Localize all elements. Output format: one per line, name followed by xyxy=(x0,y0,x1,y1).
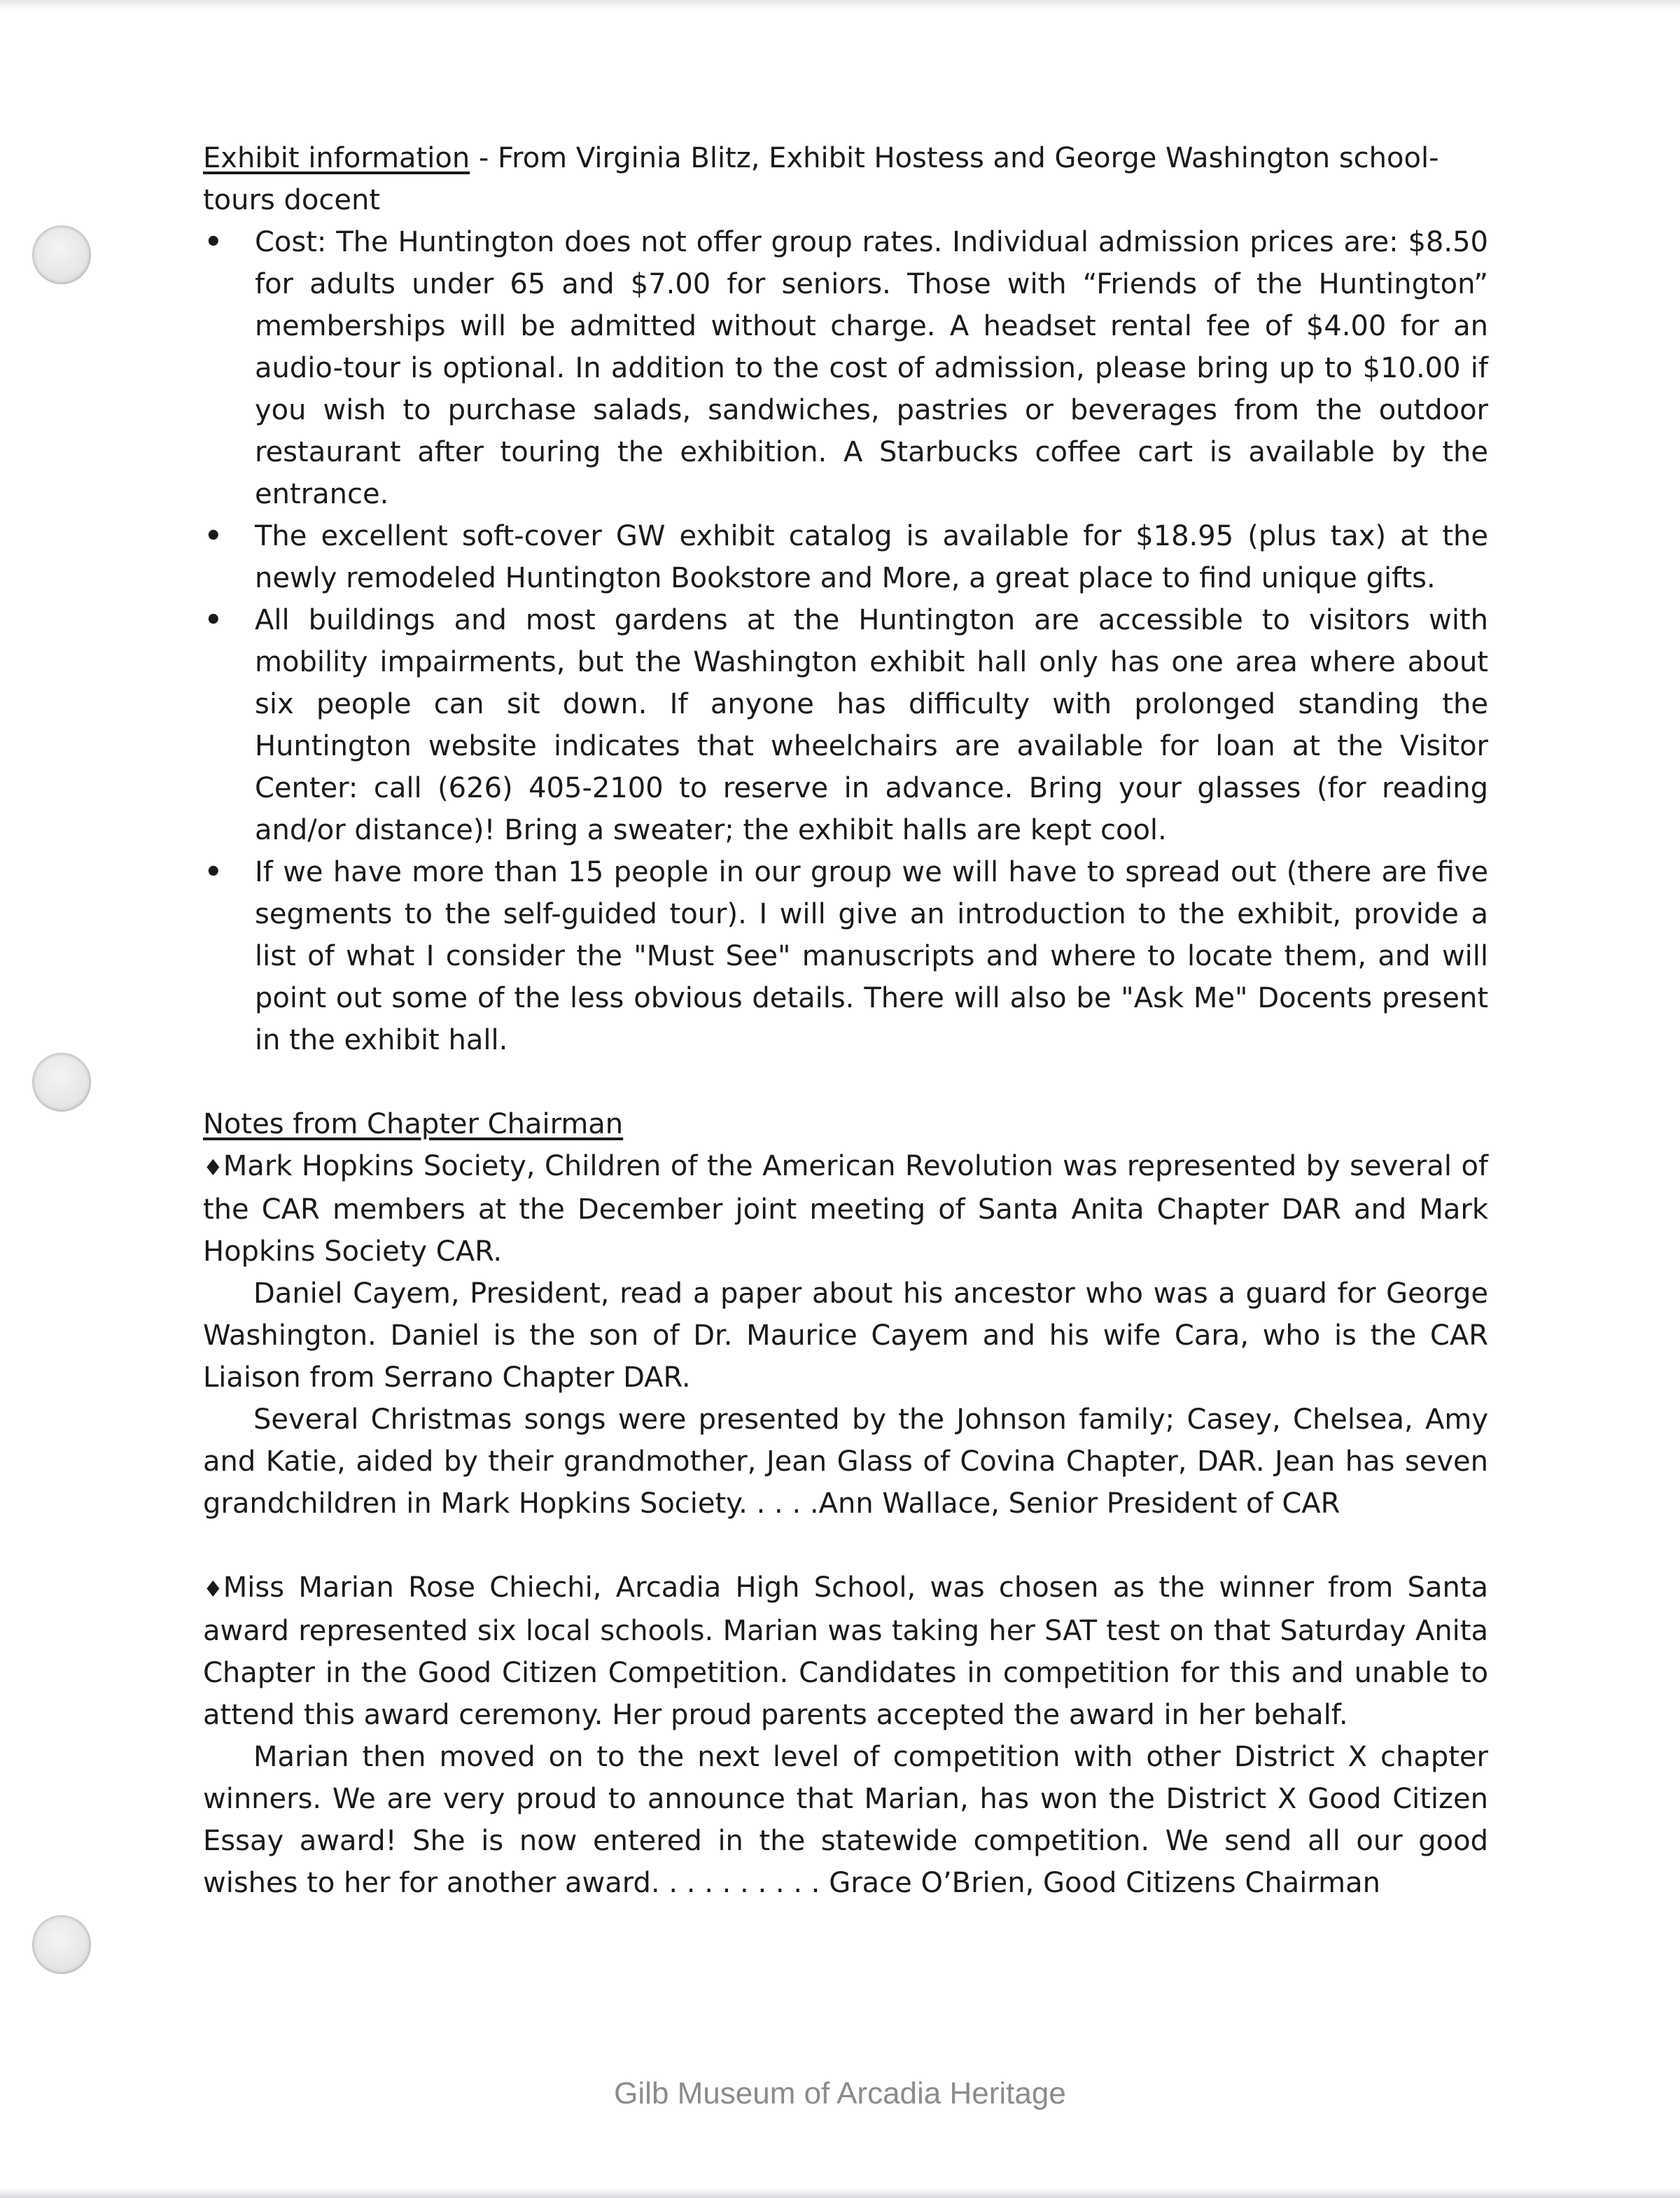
list-item xyxy=(203,515,1488,599)
list-item-text: All buildings and most gardens at the Huntington are accessible to visitors with mobility impairments, but the Washington exhibit hall only has one area where about six people can sit down. If anyone has difficulty with prolonged standing the Huntington website indicates that wheelchairs are available for loan at the Visitor Center: call (626) 405-2100 to reserve in advance. Bring your glasses (for reading and/or distance)! Bring a sweater; the exhibit halls are kept cool. xyxy=(255,604,1488,846)
note-item-2-para-1 xyxy=(203,1567,1488,1736)
notes-heading: Notes from Chapter Chairman xyxy=(203,1108,624,1140)
list-item xyxy=(203,221,1488,515)
diamond-bullet-icon: ♦ xyxy=(203,1576,223,1602)
scan-top-edge xyxy=(0,0,1680,10)
list-item-text: The excellent soft-cover GW exhibit catalog is available for $18.95 (plus tax) at the newly remodeled Huntington Bookstore and More, a great place to find unique gifts. xyxy=(255,520,1488,594)
section-spacer xyxy=(203,1061,1488,1103)
notes-heading-line xyxy=(203,1103,1488,1145)
note-item-2-para-2: Marian then moved on to the next level of competition with other District X chapter winners. We are very proud to announce that Marian, has won the District X Good Citizen Essay award! She is now entered in the statewide competition. We send all our good wishes to her for another award. . . . . . . . . . Grace O’Brien, Good Citizens Chairman xyxy=(203,1741,1488,1899)
bullet-icon: • xyxy=(204,856,223,888)
exhibit-bullet-list xyxy=(203,221,1488,1061)
bullet-icon: • xyxy=(204,520,223,552)
list-item xyxy=(203,599,1488,851)
exhibit-heading: Exhibit information xyxy=(203,142,470,174)
diamond-bullet-icon: ♦ xyxy=(203,1154,223,1181)
list-item-text: Cost: The Huntington does not offer group rates. Individual admission prices are: $8.50 for adults under 65 and $7.00 for seniors. Those with “Friends of the Huntington” memberships will be admitted without charge. A headset rental fee of $4.00 for an audio-tour is optional. In addition to the cost of admission, please bring up to $10.00 if you wish to purchase salads, sandwiches, pastries or beverages from the outdoor restaurant after touring the exhibition. A Starbucks coffee cart is available by the entrance. xyxy=(255,226,1488,510)
bullet-icon: • xyxy=(204,604,223,636)
footer-watermark: Gilb Museum of Arcadia Heritage xyxy=(614,2076,1066,2110)
note-item-1-para-2: Daniel Cayem, President, read a paper about his ancestor who was a guard for George Washington. Daniel is the son of Dr. Maurice Cayem and his wife Cara, who is the CAR Liaison from Serrano Chapter DAR. xyxy=(203,1278,1488,1394)
note-text: Miss Marian Rose Chiechi, Arcadia High School, was chosen as the winner from Santa award represented six local schools. Marian was taking her SAT test on that Saturday Anita Chapter in the Good Citizen Competition. Candidates in competition for this and unable to attend this award ceremony. Her proud parents accepted the award in her behalf. xyxy=(203,1572,1488,1731)
punch-hole xyxy=(32,225,91,284)
punch-hole xyxy=(32,1053,91,1112)
note-item-1-para-3: Several Christmas songs were presented by the Johnson family; Casey, Chelsea, Amy and Katie, aided by their grandmother, Jean Glass of Covina Chapter, DAR. Jean has seven grandchildren in Mark Hopkins Society. . . . .Ann Wallace, Senior President of CAR xyxy=(203,1404,1488,1520)
scan-bottom-edge xyxy=(0,2188,1680,2198)
punch-hole xyxy=(32,1915,91,1974)
document-body xyxy=(203,137,1488,1904)
exhibit-intro xyxy=(203,137,1488,221)
bullet-icon: • xyxy=(204,226,223,258)
section-spacer xyxy=(203,1525,1488,1567)
note-item-1-para-1 xyxy=(203,1145,1488,1273)
exhibit-intro-text: - From Virginia Blitz, Exhibit Hostess and George Washington school-tours docent xyxy=(203,142,1439,216)
note-text: Mark Hopkins Society, Children of the American Revolution was represented by several of the CAR members at the December joint meeting of Santa Anita Chapter DAR and Mark Hopkins Society CAR. xyxy=(203,1150,1488,1268)
list-item-text: If we have more than 15 people in our group we will have to spread out (there are five segments to the self-guided tour). I will give an introduction to the exhibit, provide a list of what I consider the "Must See" manuscripts and where to locate them, and will point out some of the less obvious details. There will also be "Ask Me" Docents present in the exhibit hall. xyxy=(255,856,1488,1056)
list-item xyxy=(203,851,1488,1061)
